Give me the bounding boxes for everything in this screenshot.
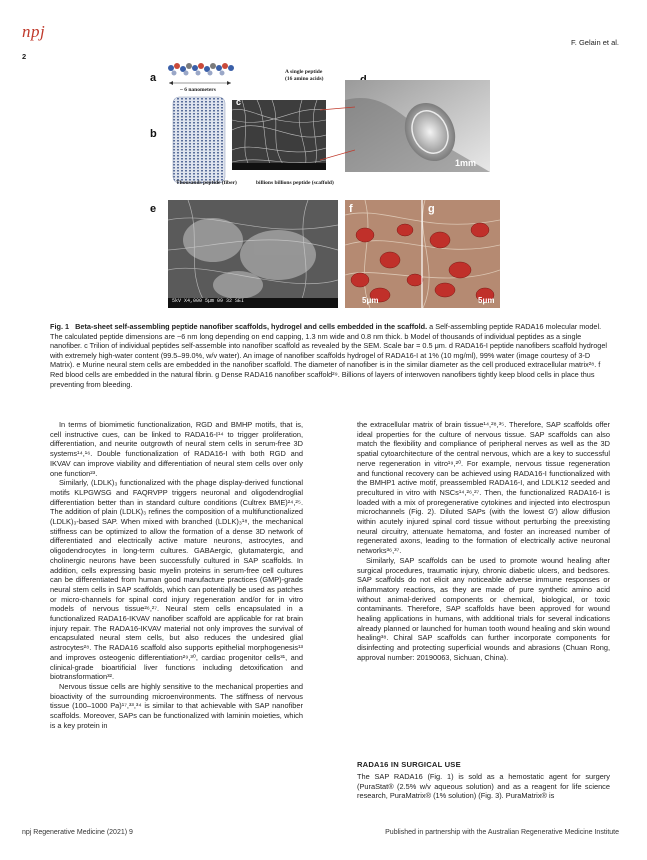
- panel-letter-e: e: [150, 203, 157, 215]
- page-number: 2: [22, 52, 27, 61]
- paragraph: Nervous tissue cells are highly sensitive to the mechanical properties and bioactivity of the surrounding microenvironments. The stiffness of nervous tissue (100–1000 Pa)¹⁷,³³,³⁴ is similar to that achievable with SAP nanofiber scaffolds. Moreover, SAPs can be functionalized with laminin moieties, which is a key protein in: [50, 681, 303, 730]
- panel-e-scale-info: 5kV X4,000 5μm 09 32 SEI: [172, 298, 245, 304]
- paragraph: Similarly, SAP scaffolds can be used to promote wound healing after surgical procedures, traumatic injury, chronic diabetic ulcers, and bedsores. SAP scaffolds do not elicit any noticeable adverse immune responses or inflammatory reactions, as they are made of pure synthetic amino acid without animal-derived components or chemical, biological, or toxic contaminants. Therefore, SAP scaffolds have been approved for wound healing applications in humans, with additional trials for several indications already planned or launched for human tooth wound healing and skin wound healing³⁸. Chiral SAP scaffolds can further incorporate components for disinfecting and protecting superficial wounds and abrasions (Chuan Rong, approval number: 20190063, Sichuan, China).: [357, 555, 610, 662]
- figure-panel-a-peptide-molecule: [165, 58, 235, 88]
- panel-a-width-label: ~ 6 nanometers: [180, 87, 216, 93]
- figure-panel-fg-red-blood-cells: [345, 200, 500, 308]
- footer-journal-citation: npj Regenerative Medicine (2021) 9: [22, 829, 133, 836]
- panel-letter-g: g: [428, 203, 435, 215]
- panel-letter-f: f: [349, 203, 353, 215]
- paragraph: the extracellular matrix of brain tissue¹⁴,²⁸,³⁵. Therefore, SAP scaffolds offer ideal properties for the culture of nervous tissue. SAP scaffolds can also match the flexibility and compliance of peripheral nerves as well as the 3D spatial cytoarchitecture of the central nervous, which are a key to successful nerve regeneration in vitro¹⁹,²⁰. For example, nervous tissue regeneration and functional recovery can be achieved using RADA16-I functionalized with the BMHP1 active motif, preassembled RADA16-I, and LDLK12 seeded and precultured in vitro with NSCs¹⁴,²⁶,²⁷. Then, the functionalized RADA16-I is loaded with a mix of proregenerative cytokines and injected into electrospun microchannels (Fig. 2). Diluted SAPs (with the lowest G′) allow diffusion within acutely injured spinal cord tissue without perturbing the preexisting neural circuitry, attenuate hematoma, and foster an increased number of regenerated axons, leading to the formation of electrically active neuronal networks³⁶,³⁷.: [357, 420, 610, 556]
- panel-b-caption-right: billions billions peptide (scaffold): [256, 180, 334, 186]
- panel-d-scale-bar: 1mm: [455, 158, 477, 168]
- journal-logo: npj: [22, 22, 46, 41]
- figure-caption: [50, 322, 610, 389]
- paragraph: Similarly, (LDLK)₃ functionalized with the phage display-derived functional motifs KLPGWSG and FAQRVPP triggers neuronal and oligodendroglial differentiation better than in standard culture conditions (Cultrex BME)²⁴,²⁵. The addition of plain (LDLK)₃ refines the composition of a multifunctionalized (LDLK)₃-based SAP. When mixed with branched (LDLK)₃¹⁸, the mechanical stiffness can be optimized to allow the formation of a dense 3D network of differentiated and electrically active mature neurons, astrocytes, and oligodendrocytes in long-term cultures. GABAergic, glutamatergic, and cholinergic neurons have been successfully cultured in SAP scaffolds. In addition, cells expressing basic myelin proteins in serum-free cell cultures can be differentiated from human good manufacture practices (GMP)-grade neural stem cells in SAP scaffolds, which can potentially be used as patches or micro-channels for spinal cord injury regeneration and/or for in vitro models of nervous tissue²⁶,²⁷. Neural stem cells encapsulated in a functionalized RADA16-IKVAV nanofiber scaffold are applicable for rat brain injury repair. The RADA16-IKVAV material not only improves the survival of encapsulated neural stem cells, but also reduces the undesired glial astrocytes²⁸. The RADA16 scaffold also supports epithelial morphogenesis¹³ and improves osteogenic differentiation²⁹,³⁰, cardiac progenitor cells³¹, and clinical-grade bioartificial liver functions including detoxification and biotransformation³².: [50, 478, 303, 682]
- panel-letter-b: b: [150, 128, 157, 140]
- figure-panel-c-sem-scaffold: [232, 100, 326, 170]
- figure-caption-label: Fig. 1: [50, 322, 70, 331]
- body-right-column: [357, 420, 610, 663]
- figure-caption-title: Beta-sheet self-assembling peptide nanofiber scaffolds, hydrogel and cells embedded in the scaffold.: [75, 322, 428, 331]
- panel-a-caption: A single peptide (16 amino acids): [285, 69, 324, 82]
- figure-panel-b-nanofiber-model: [165, 95, 235, 187]
- paragraph: In terms of biomimetic functionalization, RGD and BMHP motifs, that is, cell instructive cues, can be linked to RADA16-I¹⁴ to trigger proliferation, differentiation, and neurite outgrowth of neural stem cells in serum-free 3D systems¹⁴,¹⁶. Double functionalization of RADA16-I with both RGD and IKVAV can improve viability and differentiation of neural stem cells over only one function²³.: [50, 420, 303, 478]
- body-left-column: [50, 420, 303, 731]
- figure-caption-body: a Self-assembling peptide RADA16 molecular model. The calculated peptide dimensions are ~6 nm long depending on end capping, 1.3 nm wide and 0.8 nm thick. b Model of thousands of individual peptides as a single nanofiber. c Trilion of individual peptides self-assemble into nanofiber scaffold as revealed by the SEM. Scale bar = 0.5 μm. d RADA16-I peptide nanofibers scaffold hydrogel with extremely high-water content (99.5–99.0%, w/v water). An image of nanofiber scaffolds hydrogel of RADA16-I at 1% (10 mg/ml), 99% water (image courtesy of 3-D Matrix). e Murine neural stem cells are embedded in the nanofiber scaffold. The diameter of nanofiber is in the similar diameter as the cell produced extracellular matrix²⁸. f Red blood cells are embedded in the natural fibrin. g Dense RADA16 nanofiber scaffold²⁹. Billions of layers of interwoven nanofibers tightly keep blood cells in place thus preventing from bleeding.: [50, 322, 607, 389]
- panel-letter-a: a: [150, 72, 157, 84]
- connector-lines-c-to-d: [320, 105, 355, 165]
- figure-panel-e-neural-stem-cells: [168, 200, 338, 308]
- footer-publisher-note: Published in partnership with the Australian Regenerative Medicine Institute: [385, 829, 619, 836]
- panel-g-scale-bar: 5μm: [478, 296, 495, 305]
- section-heading: RADA16 IN SURGICAL USE: [357, 760, 461, 769]
- section-paragraph: The SAP RADA16 (Fig. 1) is sold as a hemostatic agent for surgery (PuraStat® (2.5% w/v aqueous solution) and as a reagent for life science research, PuraMatrix® (1% solution) (Fig. 3). PuraMatrix® is: [357, 772, 610, 801]
- panel-letter-c: c: [236, 97, 242, 107]
- panel-f-scale-bar: 5μm: [362, 296, 379, 305]
- panel-b-caption-left: Thousands peptide (fiber): [176, 180, 237, 186]
- running-head-author: F. Gelain et al.: [571, 38, 619, 47]
